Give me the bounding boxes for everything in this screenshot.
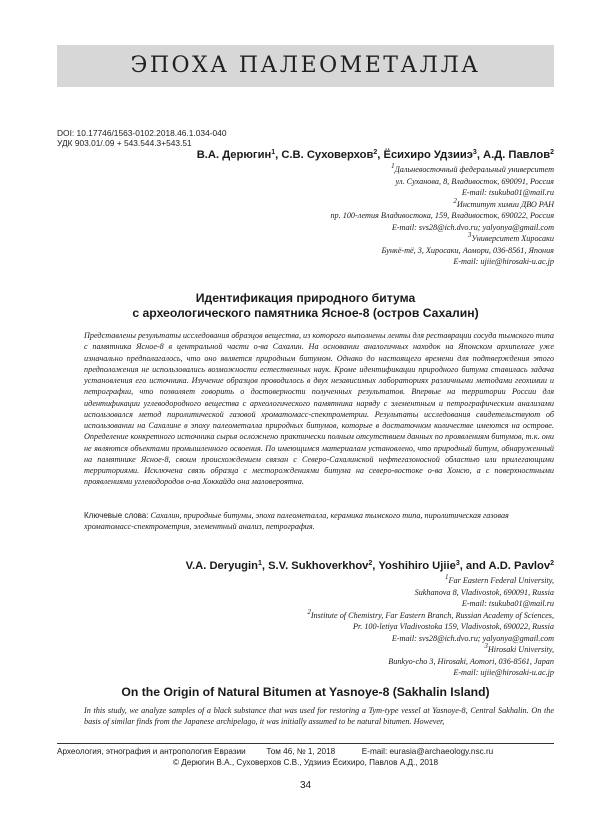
footer-copyright: © Дерюгин В.А., Суховерхов С.В., Удзииэ Ёсихиро, Павлов А.Д., 2018 xyxy=(172,758,439,767)
article-title-en: On the Origin of Natural Bitumen at Yasnoye-8 (Sakhalin Island) xyxy=(121,685,490,699)
keywords-text: Сахалин, природные битумы, эпоха палеометалла, керамика тымского типа, пиролитическая газовая хроматомасс-спектрометрия, элементный анализ, петрография. xyxy=(84,511,509,532)
affiliation-email[interactable]: E-mail: ujiie@hirosaki-u.ac.jp xyxy=(453,257,554,266)
authors-en: V.A. Deryugin$^1$, S.V. Sukhoverkhov$^2$, Yoshihiro Ujiie$^3$, and A.D. Pavlov$^2$ xyxy=(185,560,554,572)
affiliation-line: $^2$Institute of Chemistry, Far Eastern Branch, Russian Academy of Sciences, xyxy=(307,607,554,620)
author-sup: 1 xyxy=(257,560,262,567)
affiliation-email[interactable]: E-mail: tsukuba01@mail.ru xyxy=(461,599,554,608)
affiliation-sup: 1 xyxy=(391,162,395,170)
author-sup: 2 xyxy=(550,560,554,567)
author-sup: 3 xyxy=(472,149,477,156)
section-title: ЭПОХА ПАЛЕОМЕТАЛЛА xyxy=(130,53,481,78)
affiliation-line: ул. Суханова, 8, Владивосток, 690091, Россия xyxy=(395,176,554,186)
abstract-en: In this study, we analyze samples of a black substance that was used for restoring a Tym-type vessel at Yasnoye-8, Central Sakhalin. On the basis of similar finds from the Japanese archipelago, it was initially assumed to be natural bitumen. However, xyxy=(84,706,554,727)
udc: УДК 903.01/.09 + 543.544.3+543.51 xyxy=(57,138,192,148)
affiliation-line: пр. 100-летия Владивостока, 159, Владивосток, 690022, Россия xyxy=(330,211,554,220)
footer-divider xyxy=(57,743,554,744)
affiliation-line: $^3$Hirosaki University, xyxy=(484,642,554,654)
affiliations-en xyxy=(307,575,554,679)
keywords-label: Ключевые слова: xyxy=(84,511,149,520)
title-line: Идентификация природного битума xyxy=(195,291,416,305)
author-sup: 2 xyxy=(550,149,554,156)
journal-name: Археология, этнография и антропология Евразии xyxy=(57,747,246,756)
affiliation-sup: 3 xyxy=(484,642,488,650)
affiliations-ru xyxy=(330,164,554,268)
affiliation-line: $^1$Far Eastern Federal University, xyxy=(444,573,554,585)
article-title-ru xyxy=(57,291,554,321)
author-name: V.A. Deryugin xyxy=(185,560,258,572)
author-name: А.Д. Павлов xyxy=(483,149,551,161)
author-sup: 2 xyxy=(368,560,373,567)
affiliation-line: Бункё-тё, 3, Хиросаки, Аомори, 036-8561, Япония xyxy=(381,245,554,255)
journal-email[interactable]: E-mail: eurasia@archaeology.nsc.ru xyxy=(361,747,494,756)
footer-journal-line xyxy=(57,747,554,756)
author-name: Yoshihiro Ujiie xyxy=(378,560,456,572)
affiliation-line: $^2$Институт химии ДВО РАН xyxy=(453,196,554,209)
author-sup: 3 xyxy=(455,560,460,567)
title-line: с археологического памятника Ясное-8 (остров Сахалин) xyxy=(132,306,479,320)
affiliation-sup: 1 xyxy=(444,573,449,581)
author-name: Ёсихиро Удзииэ xyxy=(383,149,473,161)
author-name: В.А. Дерюгин xyxy=(196,149,272,161)
journal-volume: Том 46, № 1, 2018 xyxy=(266,747,336,756)
affiliation-line: Pr. 100-letiya Vladivostoka 159, Vladivostok, 690022, Russia xyxy=(352,622,554,631)
author-name: A.D. Pavlov xyxy=(488,560,551,572)
affiliation-line: $^3$Университет Хиросаки xyxy=(467,231,554,243)
abstract-ru: Представлены результаты исследования образцов вещества, из которого выполнены ленты для реставрации сосуда тымского типа с памятника Ясное-8 в центральной части о-ва Сахалин. На основании аналогичных находок на Японском архипелаге уже изначально предполагалось, что оно является природным битумом. Однако до настоящего времени для подтверждения этого предположения не использовались возможности естественных наук. Кроме идентификации природного битума ставилась задача установления его источника. Изучение образцов проводилось в двух независимых лабораториях различными методами геохимии и петрографии, что позволяет говорить о достоверности полученных результатов. Впервые на территории России для идентификации углеводородного вещества с археологического памятника наряду с элементным и петрографическим анализами использовался метод пиролитической газовой хроматомасс-спектрометрии. Результаты исследования свидетельствуют об использовании на Сахалине в эпоху палеометалла природных битумов, которые в достаточном количестве имеются на острове. Определение конкретного источника сырья осложнено практически полным отсутствием данных по проявлениям битумов, т.к. они не являются объектами промышленного освоения. По имеющимся материалам установлено, что природный битум, обнаруженный на памятнике Ясное-8, своим происхождением связан с Северо-Сахалинской нефтегазоносной областью или прилегающими территориями. Исключена связь образца с месторождениями битума на северо-востоке о-ва Хонсю, а с поверхностными проявлениями углеводородов о-ва Хоккайдо она маловероятна. xyxy=(84,331,554,487)
affiliation-line: $^1$Дальневосточный федеральный университет xyxy=(391,162,554,174)
affiliation-sup: 2 xyxy=(307,607,311,616)
page-number: 34 xyxy=(299,780,312,791)
affiliation-email[interactable]: E-mail: svs28@ich.dvo.ru; yalyonya@gmail.com xyxy=(391,633,554,643)
affiliation-sup: 2 xyxy=(453,196,457,205)
affiliation-email[interactable]: E-mail: ujiie@hirosaki-u.ac.jp xyxy=(453,668,554,677)
affiliation-email[interactable]: E-mail: tsukuba01@mail.ru xyxy=(461,188,554,197)
keywords-ru xyxy=(84,510,554,533)
affiliation-line: Sukhanova 8, Vladivostok, 690091, Russia xyxy=(414,587,554,597)
authors-ru: В.А. Дерюгин$^1$, С.В. Суховерхов$^2$, Ёсихиро Удзииэ$^3$, А.Д. Павлов$^2$ xyxy=(196,149,554,161)
section-banner xyxy=(57,45,554,87)
author-name: С.В. Суховерхов xyxy=(281,149,374,161)
author-name: S.V. Sukhoverkhov xyxy=(268,560,369,572)
author-sup: 2 xyxy=(373,149,378,156)
doi[interactable]: DOI: 10.17746/1563-0102.2018.46.1.034-040 xyxy=(57,128,227,138)
affiliation-line: Bunkyo-cho 3, Hirosaki, Aomori, 036-8561, Japan xyxy=(388,656,554,666)
author-sup: 1 xyxy=(271,149,276,156)
affiliation-email[interactable]: E-mail: svs28@ich.dvo.ru; yalyonya@gmail.com xyxy=(391,222,554,232)
affiliation-sup: 3 xyxy=(467,231,472,239)
